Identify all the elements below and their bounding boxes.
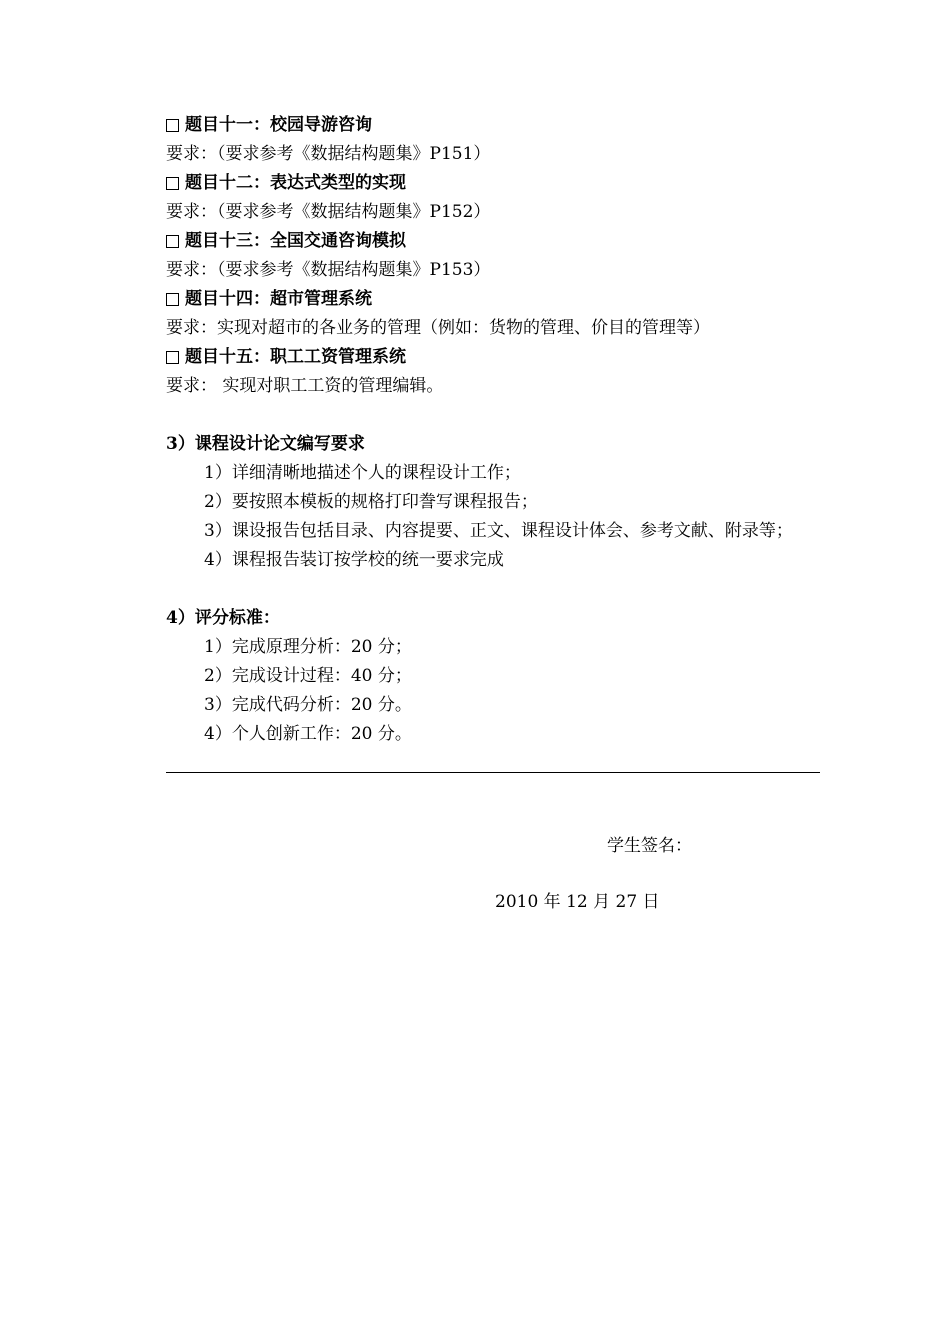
- checkbox-icon: [166, 235, 179, 248]
- section-heading: 3）课程设计论文编写要求: [166, 434, 365, 454]
- checkbox-icon: [166, 177, 179, 190]
- topic-requirement: 要求：（要求参考《数据结构题集》P152）: [166, 202, 491, 222]
- list-item: 1）详细清晰地描述个人的课程设计工作；: [204, 463, 521, 483]
- topic-title: [166, 285, 820, 314]
- topic-requirement: 要求：（要求参考《数据结构题集》P153）: [166, 260, 491, 280]
- list-item: 4）课程报告装订按学校的统一要求完成: [204, 550, 504, 570]
- topic-title-text: 题目十五：职工工资管理系统: [185, 347, 406, 367]
- topic-title: [166, 111, 820, 140]
- topic-requirement: 要求： 实现对职工工资的管理编辑。: [166, 376, 444, 396]
- list-item: 4）个人创新工作：20 分。: [204, 724, 412, 744]
- section-heading: 4）评分标准：: [166, 608, 280, 628]
- date-line: 2010 年 12 月 27 日: [495, 892, 660, 912]
- topic-title-text: 题目十四：超市管理系统: [185, 289, 372, 309]
- topic-title: [166, 169, 820, 198]
- checkbox-icon: [166, 351, 179, 364]
- topic-title: [166, 343, 820, 372]
- list-item: 3）完成代码分析：20 分。: [204, 695, 412, 715]
- spacer: [166, 401, 820, 430]
- topic-title: [166, 227, 820, 256]
- document-body: [166, 111, 820, 749]
- checkbox-icon: [166, 293, 179, 306]
- list-item: 1）完成原理分析：20 分；: [204, 637, 412, 657]
- topic-title-text: 题目十三：全国交通咨询模拟: [185, 231, 406, 251]
- list-item: 3）课设报告包括目录、内容提要、正文、课程设计体会、参考文献、附录等；: [204, 521, 793, 541]
- topic-requirement: 要求：实现对超市的各业务的管理（例如：货物的管理、价目的管理等）: [166, 318, 710, 338]
- topic-requirement: 要求：（要求参考《数据结构题集》P151）: [166, 144, 491, 164]
- topic-title-text: 题目十一：校园导游咨询: [185, 115, 372, 135]
- list-item: 2）完成设计过程：40 分；: [204, 666, 412, 686]
- list-item: 2）要按照本模板的规格打印誊写课程报告；: [204, 492, 538, 512]
- signature-label: 学生签名：: [607, 836, 692, 856]
- horizontal-rule: [166, 772, 820, 773]
- spacer: [166, 575, 820, 604]
- topic-title-text: 题目十二：表达式类型的实现: [185, 173, 406, 193]
- checkbox-icon: [166, 119, 179, 132]
